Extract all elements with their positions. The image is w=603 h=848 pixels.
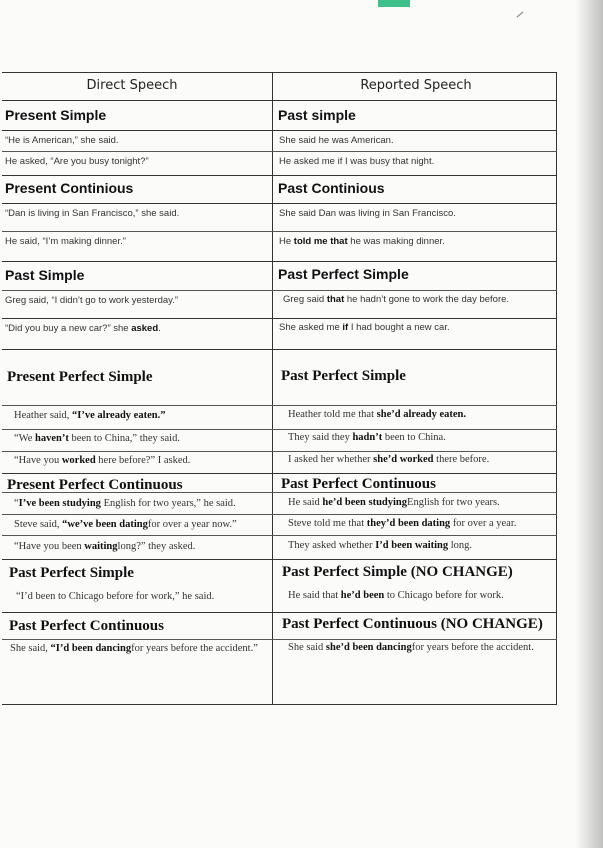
section-title-reported: Past Perfect Simple: [278, 266, 409, 282]
example-reported: Heather told me that she’d already eaten.: [288, 409, 466, 420]
example-direct: Heather said, “I’ve already eaten.”: [14, 410, 166, 421]
example-direct: “I’d been to Chicago before for work,” he said.: [16, 591, 215, 602]
header-direct: Direct Speech: [86, 78, 178, 93]
example-direct: “I’ve been studying English for two years,” he said.: [14, 498, 236, 509]
example-direct: “Have you worked here before?” I asked.: [14, 455, 191, 466]
scan-shadow: [575, 0, 603, 848]
section-title-direct: Past Simple: [5, 267, 85, 283]
section-title-reported: Past Continious: [278, 180, 385, 196]
example-reported: They asked whether I’d been waiting long.: [288, 540, 473, 551]
example-direct: “Have you been waitinglong?” they asked.: [14, 541, 196, 552]
example-reported: She said she’d been dancingfor years before the accident.: [288, 642, 534, 653]
example-reported: She said he was American.: [279, 135, 394, 146]
header-reported: Reported Speech: [360, 78, 472, 93]
example-direct: Greg said, “I didn’t go to work yesterday.”: [5, 295, 179, 306]
example-reported: She said Dan was living in San Francisco.: [279, 208, 456, 219]
example-direct: “He is American,” she said.: [5, 135, 119, 146]
section-title-reported: Past Perfect Continuous: [281, 476, 436, 492]
section-title-direct: Present Continious: [5, 180, 134, 196]
example-reported: She asked me if I had bought a new car.: [279, 322, 450, 333]
example-reported: He asked me if I was busy that night.: [279, 156, 435, 167]
example-reported: They said they hadn’t been to China.: [288, 432, 446, 443]
example-direct: “Dan is living in San Francisco,” she said.: [5, 208, 180, 219]
example-reported: Steve told me that they’d been dating for over a year.: [288, 518, 517, 529]
example-direct: “Did you buy a new car?” she asked.: [5, 323, 161, 334]
example-direct: She said, “I’d been dancingfor years before the accident.”: [10, 643, 258, 654]
section-title-direct: Present Simple: [5, 107, 107, 123]
section-title-direct: Present Perfect Continuous: [7, 477, 183, 493]
column-divider: [272, 72, 273, 705]
example-direct: He asked, “Are you busy tonight?”: [5, 156, 149, 167]
section-title-direct: Present Perfect Simple: [7, 369, 153, 385]
example-reported: He told me that he was making dinner.: [279, 236, 445, 247]
example-reported: He said that he’d been to Chicago before for work.: [288, 590, 504, 601]
example-reported: I asked her whether she’d worked there before.: [288, 454, 490, 465]
section-title-direct: Past Perfect Continuous: [9, 618, 164, 634]
example-reported: He said he’d been studyingEnglish for two years.: [288, 497, 500, 508]
example-reported: Greg said that he hadn’t gone to work the day before.: [283, 294, 510, 305]
reported-speech-table: [2, 72, 557, 705]
section-title-reported: Past Perfect Simple: [281, 368, 406, 384]
green-tab-mark: [378, 0, 410, 7]
example-direct: Steve said, “we’ve been datingfor over a year now.”: [14, 519, 237, 530]
example-direct: He said, “I’m making dinner.”: [5, 236, 126, 247]
section-title-reported: Past Perfect Continuous (NO CHANGE): [282, 616, 543, 632]
pen-stroke-mark: [517, 12, 524, 18]
section-title-reported: Past Perfect Simple (NO CHANGE): [282, 564, 513, 580]
section-title-direct: Past Perfect Simple: [9, 565, 134, 581]
example-direct: “We haven’t been to China,” they said.: [14, 433, 180, 444]
section-title-reported: Past simple: [278, 107, 356, 123]
